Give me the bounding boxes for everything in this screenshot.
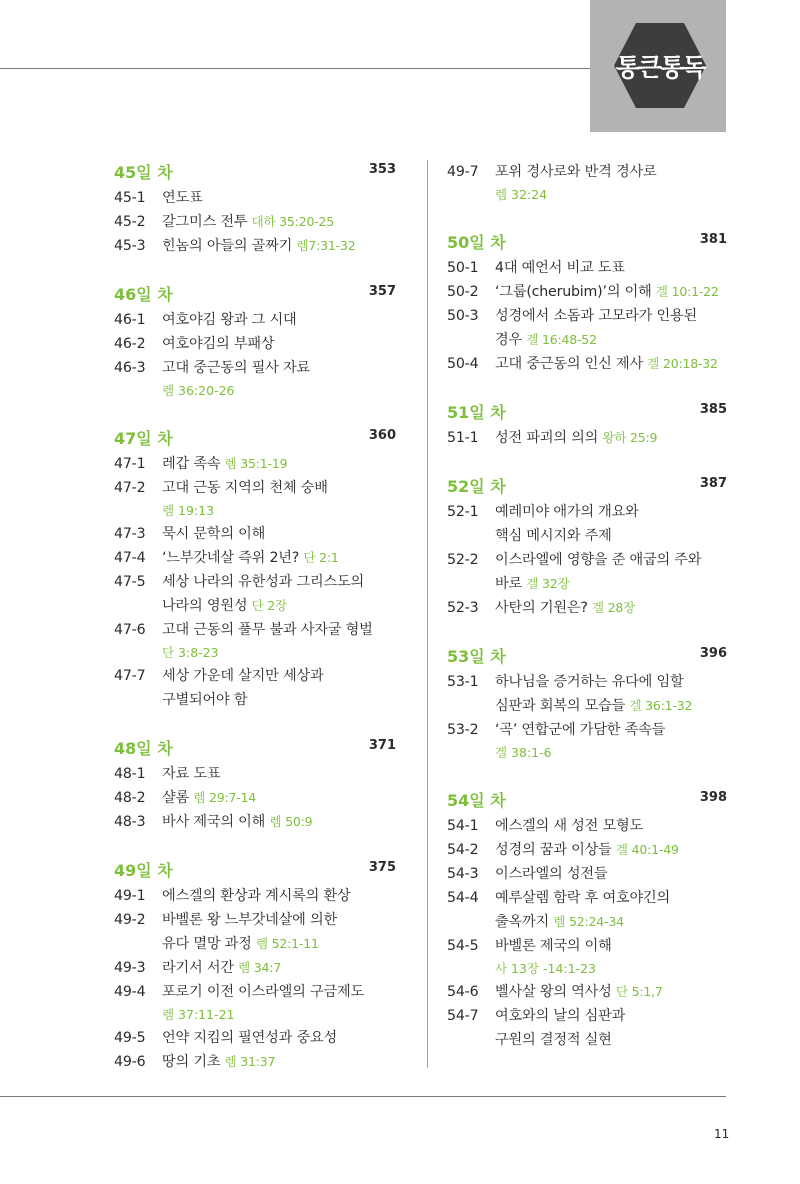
- item-number: 54-2: [447, 842, 479, 858]
- day-section: [114, 282, 396, 402]
- list-item: [114, 546, 396, 570]
- scripture-reference: 렘 29:7-14: [193, 790, 257, 805]
- item-text: 에스겔의 환상과 계시록의 환상: [162, 888, 351, 904]
- day-section: [447, 788, 727, 1052]
- day-header: [114, 160, 396, 184]
- list-item: [114, 956, 396, 980]
- day-header: [447, 788, 727, 812]
- list-item: [447, 718, 727, 742]
- list-item: [447, 886, 727, 910]
- day-title: 51일 차: [447, 403, 506, 422]
- day-title: 49일 차: [114, 861, 173, 880]
- scripture-reference: 렘7:31-32: [296, 238, 356, 253]
- item-text: 이스라엘에 영향을 준 애굽의 주와: [495, 552, 702, 568]
- scripture-reference: 렘 52:24-34: [553, 914, 624, 929]
- list-item: [114, 332, 396, 356]
- item-text: 하나님을 증거하는 유다에 임할: [495, 674, 684, 690]
- list-item-continuation: [447, 524, 727, 548]
- scripture-reference: 사 13장 -14:1-23: [495, 961, 596, 976]
- item-number: 47-3: [114, 526, 146, 542]
- item-text: 유다 멸망 과정: [162, 936, 256, 952]
- day-section: [447, 474, 727, 620]
- day-title: 47일 차: [114, 429, 173, 448]
- bottom-rule: [0, 1096, 726, 1097]
- item-number: 53-1: [447, 674, 479, 690]
- list-item: [447, 548, 727, 572]
- item-number: 48-3: [114, 814, 146, 830]
- scripture-reference: 왕하 25:9: [602, 430, 658, 445]
- item-number: 50-3: [447, 308, 479, 324]
- item-number: 47-7: [114, 668, 146, 684]
- list-item-continuation: [114, 932, 396, 956]
- item-text: 여호와의 날의 심판과: [495, 1008, 626, 1024]
- scripture-reference: 렘 19:13: [162, 503, 215, 518]
- scripture-reference: 렘 32:24: [495, 187, 548, 202]
- item-number: 48-2: [114, 790, 146, 806]
- list-item: [447, 980, 727, 1004]
- list-item: [447, 814, 727, 838]
- scripture-reference: 렘 50:9: [269, 814, 313, 829]
- item-text: 핵심 메시지와 주제: [495, 528, 612, 544]
- list-item: [114, 570, 396, 594]
- item-text: 나라의 영원성: [162, 598, 252, 614]
- item-number: 46-3: [114, 360, 146, 376]
- scripture-reference: 렘 31:37: [224, 1054, 276, 1069]
- day-header: [114, 426, 396, 450]
- item-text: 심판과 회복의 모습들: [495, 698, 630, 714]
- item-text: 바사 제국의 이해: [162, 814, 270, 830]
- day-section: [114, 426, 396, 712]
- list-item: [447, 160, 727, 184]
- scripture-reference: 겔 38:1-6: [495, 745, 552, 760]
- scripture-reference: 렘 36:20-26: [162, 383, 235, 398]
- left-column: [114, 160, 396, 1074]
- day-page-number: 396: [699, 646, 727, 661]
- item-text: 성경의 꿈과 이상들: [495, 842, 616, 858]
- item-number: 47-1: [114, 456, 146, 472]
- day-page-number: 353: [368, 162, 396, 177]
- logo-text: 통큰통독: [615, 53, 705, 82]
- item-number: 46-2: [114, 336, 146, 352]
- item-text: 예루살렘 함락 후 여호야긴의: [495, 890, 670, 906]
- item-number: 52-3: [447, 600, 479, 616]
- day-title: 54일 차: [447, 791, 506, 810]
- item-text: 고대 중근동의 인신 제사: [495, 356, 648, 372]
- item-number: 54-5: [447, 938, 479, 954]
- day-header: [447, 230, 727, 254]
- list-item: [114, 618, 396, 642]
- list-item: [114, 186, 396, 210]
- list-item: [114, 810, 396, 834]
- item-number: 46-1: [114, 312, 146, 328]
- item-number: 53-2: [447, 722, 479, 738]
- list-item: [114, 664, 396, 688]
- list-item: [114, 762, 396, 786]
- item-text: 사탄의 기원은?: [495, 600, 592, 616]
- day-page-number: 381: [699, 232, 727, 247]
- item-number: 47-5: [114, 574, 146, 590]
- day-header: [114, 736, 396, 760]
- list-item: [114, 452, 396, 476]
- item-number: 52-1: [447, 504, 479, 520]
- item-text: 포로기 이전 이스라엘의 구금제도: [162, 984, 365, 1000]
- day-section: [447, 160, 727, 206]
- item-number: 54-6: [447, 984, 479, 1000]
- list-item-continuation: [447, 694, 727, 718]
- day-title: 53일 차: [447, 647, 506, 666]
- item-number: 54-7: [447, 1008, 479, 1024]
- list-item: [447, 256, 727, 280]
- scripture-reference: 단 2:1: [303, 550, 339, 565]
- list-item: [447, 934, 727, 958]
- day-title: 45일 차: [114, 163, 173, 182]
- item-number: 50-4: [447, 356, 479, 372]
- item-text: 4대 예언서 비교 도표: [495, 260, 625, 276]
- item-text: ‘느부갓네살 즉위 2년?: [162, 550, 304, 566]
- item-number: 54-4: [447, 890, 479, 906]
- day-header: [114, 858, 396, 882]
- day-section: [114, 858, 396, 1074]
- item-text: 고대 근동의 풀무 불과 사자굴 형벌: [162, 622, 373, 638]
- item-text: 힌놈의 아들의 골짜기: [162, 238, 297, 254]
- item-text: 성경에서 소돔과 고모라가 인용된: [495, 308, 698, 324]
- item-number: 47-4: [114, 550, 146, 566]
- item-number: 50-1: [447, 260, 479, 276]
- day-section: [114, 736, 396, 834]
- list-item: [114, 308, 396, 332]
- page-number: 11: [714, 1127, 730, 1141]
- item-number: 49-3: [114, 960, 146, 976]
- scripture-reference: 겔 16:48-52: [526, 332, 597, 347]
- item-number: 50-2: [447, 284, 479, 300]
- item-number: 49-4: [114, 984, 146, 1000]
- item-text: 성전 파괴의 의의: [495, 430, 603, 446]
- item-text: 세상 나라의 유한성과 그리스도의: [162, 574, 365, 590]
- item-text: 에스겔의 새 성전 모형도: [495, 818, 643, 834]
- item-text: 갈그미스 전투: [162, 214, 252, 230]
- list-item: [447, 426, 727, 450]
- item-text: 묵시 문학의 이해: [162, 526, 266, 542]
- day-section: [447, 400, 727, 450]
- day-section: [447, 644, 727, 764]
- day-header: [447, 400, 727, 424]
- list-item: [114, 786, 396, 810]
- list-item: [447, 304, 727, 328]
- item-text: 바벨론 제국의 이해: [495, 938, 612, 954]
- item-text: 구원의 결정적 실현: [495, 1032, 612, 1048]
- list-item-continuation: [447, 328, 727, 352]
- list-item: [114, 1026, 396, 1050]
- scripture-reference: 겔 28장: [591, 600, 636, 615]
- scripture-reference: 단 2장: [251, 598, 287, 613]
- list-item: [114, 210, 396, 234]
- day-section: [447, 230, 727, 376]
- item-text: 이스라엘의 성전들: [495, 866, 608, 882]
- item-number: 49-2: [114, 912, 146, 928]
- item-text: 포위 경사로와 반격 경사로: [495, 164, 657, 180]
- item-number: 52-2: [447, 552, 479, 568]
- day-section: [114, 160, 396, 258]
- day-title: 48일 차: [114, 739, 173, 758]
- list-item: [114, 980, 396, 1004]
- list-item-continuation: [114, 688, 396, 712]
- item-text: 고대 중근동의 필사 자료: [162, 360, 310, 376]
- list-item: [114, 356, 396, 380]
- day-page-number: 360: [368, 428, 396, 443]
- list-item: [447, 500, 727, 524]
- item-number: 51-1: [447, 430, 479, 446]
- scripture-reference: 단 3:8-23: [162, 645, 219, 660]
- item-number: 49-1: [114, 888, 146, 904]
- day-page-number: 375: [368, 860, 396, 875]
- item-text: 예레미야 애가의 개요와: [495, 504, 639, 520]
- item-text: 여호야김 왕과 그 시대: [162, 312, 297, 328]
- item-text: 경우: [495, 332, 527, 348]
- list-item: [114, 908, 396, 932]
- list-item-continuation: [447, 910, 727, 934]
- list-item: [447, 670, 727, 694]
- right-column: [447, 160, 727, 1052]
- item-number: 54-1: [447, 818, 479, 834]
- list-item: [447, 838, 727, 862]
- column-divider: [427, 160, 428, 1068]
- scripture-reference: 렘 35:1-19: [224, 456, 288, 471]
- day-page-number: 357: [368, 284, 396, 299]
- scripture-reference: 겔 40:1-49: [615, 842, 679, 857]
- item-text: 구별되어야 함: [162, 692, 248, 708]
- item-text: 여호야김의 부패상: [162, 336, 275, 352]
- item-text: 연도표: [162, 190, 203, 206]
- item-text: 땅의 기초: [162, 1054, 225, 1070]
- scripture-reference: 렘 52:1-11: [255, 936, 319, 951]
- day-page-number: 398: [699, 790, 727, 805]
- list-item: [447, 1004, 727, 1028]
- item-text: 언약 지킴의 필연성과 중요성: [162, 1030, 337, 1046]
- day-header: [447, 474, 727, 498]
- scripture-reference: 겔 20:18-32: [647, 356, 718, 371]
- day-page-number: 385: [699, 402, 727, 417]
- day-header: [114, 282, 396, 306]
- scripture-reference: 겔 36:1-32: [629, 698, 693, 713]
- item-text: 출옥까지: [495, 914, 554, 930]
- item-text: 레갑 족속: [162, 456, 225, 472]
- list-item-continuation: [114, 594, 396, 618]
- day-title: 50일 차: [447, 233, 506, 252]
- item-text: 라기서 서간: [162, 960, 239, 976]
- item-number: 45-2: [114, 214, 146, 230]
- day-page-number: 387: [699, 476, 727, 491]
- item-number: 48-1: [114, 766, 146, 782]
- scripture-reference: 겔 10:1-22: [655, 284, 719, 299]
- item-number: 49-5: [114, 1030, 146, 1046]
- list-item: [114, 522, 396, 546]
- item-text: ‘곡’ 연합군에 가담한 족속들: [495, 722, 666, 738]
- item-text: ‘그룹(cherubim)’의 이해: [495, 284, 656, 300]
- day-header: [447, 644, 727, 668]
- top-rule: [0, 68, 590, 69]
- list-item: [114, 234, 396, 258]
- item-number: 47-6: [114, 622, 146, 638]
- item-text: 자료 도표: [162, 766, 221, 782]
- day-title: 52일 차: [447, 477, 506, 496]
- scripture-reference: 렘 37:11-21: [162, 1007, 235, 1022]
- item-text: 고대 근동 지역의 천체 숭배: [162, 480, 328, 496]
- item-number: 45-3: [114, 238, 146, 254]
- list-item-continuation: [447, 1028, 727, 1052]
- item-text: 벨사살 왕의 역사성: [495, 984, 616, 1000]
- scripture-reference: 단 5:1,7: [615, 984, 663, 999]
- day-page-number: 371: [368, 738, 396, 753]
- list-item: [447, 862, 727, 886]
- list-item: [114, 476, 396, 500]
- list-item: [114, 884, 396, 908]
- item-text: 바로: [495, 576, 527, 592]
- day-title: 46일 차: [114, 285, 173, 304]
- item-text: 샬롬: [162, 790, 194, 806]
- item-number: 49-7: [447, 164, 479, 180]
- item-number: 54-3: [447, 866, 479, 882]
- list-item: [447, 596, 727, 620]
- item-text: 세상 가운데 살지만 세상과: [162, 668, 324, 684]
- list-item: [447, 352, 727, 376]
- scripture-reference: 렘 34:7: [238, 960, 282, 975]
- item-number: 45-1: [114, 190, 146, 206]
- list-item: [447, 280, 727, 304]
- item-text: 바벨론 왕 느부갓네살에 의한: [162, 912, 337, 928]
- scripture-reference: 겔 32장: [526, 576, 570, 591]
- item-number: 47-2: [114, 480, 146, 496]
- list-item-continuation: [447, 572, 727, 596]
- scripture-reference: 대하 35:20-25: [251, 214, 335, 229]
- list-item: [114, 1050, 396, 1074]
- item-number: 49-6: [114, 1054, 146, 1070]
